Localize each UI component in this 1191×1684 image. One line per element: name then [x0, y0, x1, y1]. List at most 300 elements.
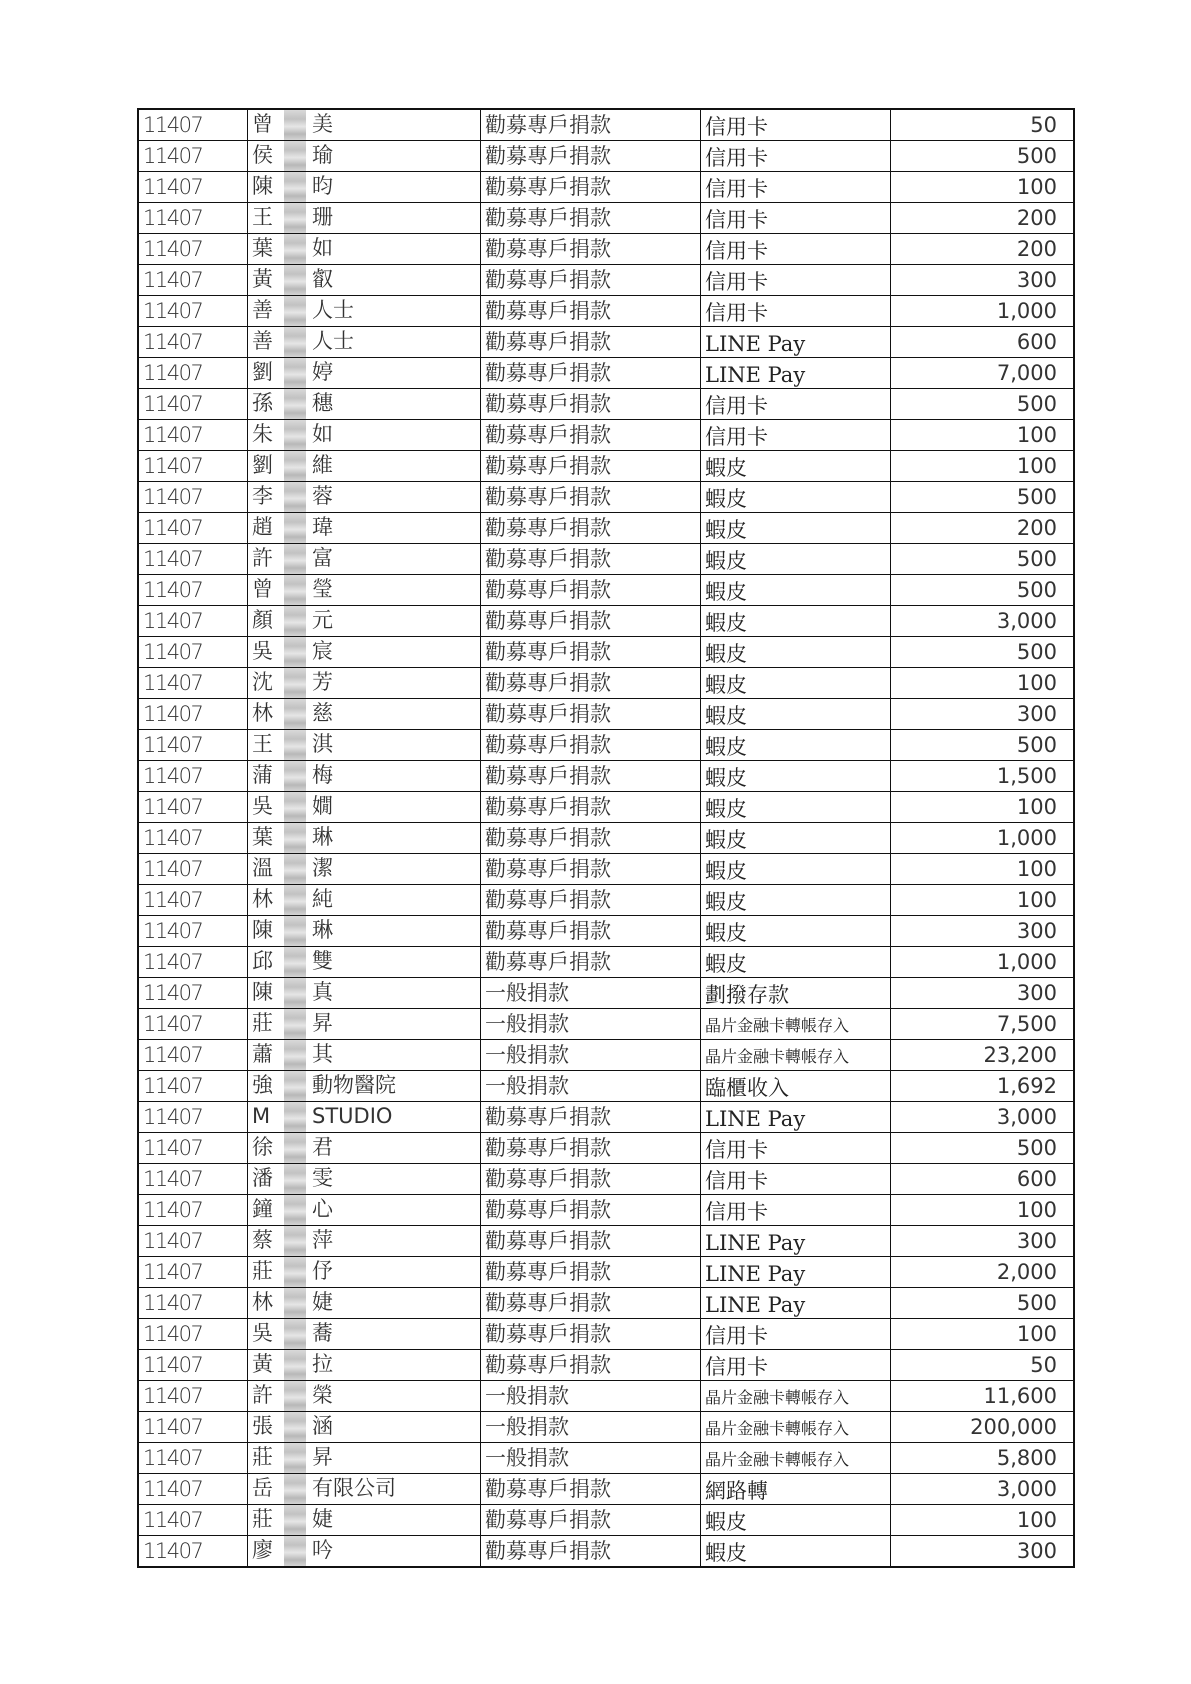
- donation-type-cell: 勸募專戶捐款: [481, 358, 701, 389]
- amount-cell: 600: [891, 1164, 1075, 1195]
- payment-method-cell: 信用卡: [701, 420, 891, 451]
- donation-type-cell: 勸募專戶捐款: [481, 420, 701, 451]
- period-cell: 11407: [138, 792, 248, 823]
- donor-name-cell: [248, 1319, 481, 1350]
- amount-cell: 300: [891, 916, 1075, 947]
- redaction-blur: [284, 327, 306, 357]
- payment-method-cell: LINE Pay: [701, 1226, 891, 1257]
- payment-method-cell: 蝦皮: [701, 947, 891, 978]
- donation-type-cell: 勸募專戶捐款: [481, 668, 701, 699]
- donor-name-first: 潘: [252, 1166, 273, 1190]
- donor-name-rest: 純: [312, 887, 333, 911]
- donor-name-rest: 人士: [312, 298, 354, 322]
- period-cell: 11407: [138, 234, 248, 265]
- payment-method-cell: LINE Pay: [701, 1102, 891, 1133]
- donor-name-cell: [248, 141, 481, 172]
- donation-type-cell: 勸募專戶捐款: [481, 761, 701, 792]
- redaction-blur: [284, 451, 306, 481]
- donor-name-first: 善: [252, 298, 273, 322]
- redaction-blur: [284, 606, 306, 636]
- donor-name-first: 孫: [252, 391, 273, 415]
- donor-name-rest: 蕎: [312, 1321, 333, 1345]
- redaction-blur: [284, 1040, 306, 1070]
- donor-name-cell: [248, 637, 481, 668]
- donor-name-rest: 心: [312, 1197, 333, 1221]
- period-cell: 11407: [138, 699, 248, 730]
- table-row: [138, 854, 1074, 885]
- donor-name-rest: 婕: [312, 1507, 333, 1531]
- amount-cell: 500: [891, 1288, 1075, 1319]
- period-cell: 11407: [138, 1412, 248, 1443]
- donation-type-cell: 一般捐款: [481, 1040, 701, 1071]
- payment-method-cell: 信用卡: [701, 109, 891, 141]
- donor-name-cell: [248, 1164, 481, 1195]
- redaction-blur: [284, 389, 306, 419]
- amount-cell: 300: [891, 978, 1075, 1009]
- donation-type-cell: 勸募專戶捐款: [481, 482, 701, 513]
- payment-method-cell: 信用卡: [701, 203, 891, 234]
- payment-method-cell: 信用卡: [701, 1164, 891, 1195]
- donor-name-rest: 元: [312, 608, 333, 632]
- table-row: [138, 1474, 1074, 1505]
- redaction-blur: [284, 420, 306, 450]
- period-cell: 11407: [138, 1288, 248, 1319]
- amount-cell: 500: [891, 730, 1075, 761]
- donor-name-rest: 婷: [312, 360, 333, 384]
- payment-method-cell: 蝦皮: [701, 792, 891, 823]
- donor-name-cell: [248, 1536, 481, 1568]
- donor-name-rest: 梅: [312, 763, 333, 787]
- redaction-blur: [284, 637, 306, 667]
- amount-cell: 300: [891, 265, 1075, 296]
- redaction-blur: [284, 544, 306, 574]
- redaction-blur: [284, 792, 306, 822]
- donor-name-first: 趙: [252, 515, 273, 539]
- donor-name-rest: 昇: [312, 1445, 333, 1469]
- payment-method-cell: 蝦皮: [701, 544, 891, 575]
- donor-name-cell: [248, 823, 481, 854]
- table-row: [138, 1133, 1074, 1164]
- donation-type-cell: 勸募專戶捐款: [481, 1505, 701, 1536]
- table-row: [138, 327, 1074, 358]
- donor-name-first: 朱: [252, 422, 273, 446]
- donor-name-rest: 穗: [312, 391, 333, 415]
- donor-name-cell: [248, 1040, 481, 1071]
- table-row: [138, 1102, 1074, 1133]
- table-row: [138, 1381, 1074, 1412]
- redaction-blur: [284, 265, 306, 295]
- payment-method-cell: 信用卡: [701, 389, 891, 420]
- donation-type-cell: 勸募專戶捐款: [481, 823, 701, 854]
- redaction-blur: [284, 575, 306, 605]
- donation-type-cell: 一般捐款: [481, 1412, 701, 1443]
- donor-name-rest: 琳: [312, 825, 333, 849]
- donation-type-cell: 勸募專戶捐款: [481, 234, 701, 265]
- table-row: [138, 420, 1074, 451]
- period-cell: 11407: [138, 389, 248, 420]
- donor-name-first: 葉: [252, 236, 273, 260]
- amount-cell: 500: [891, 389, 1075, 420]
- period-cell: 11407: [138, 916, 248, 947]
- table-row: [138, 544, 1074, 575]
- donor-name-cell: [248, 699, 481, 730]
- donor-name-rest: 美: [312, 112, 333, 136]
- period-cell: 11407: [138, 885, 248, 916]
- donor-name-first: 陳: [252, 174, 273, 198]
- donor-name-rest: 叡: [312, 267, 333, 291]
- period-cell: 11407: [138, 1257, 248, 1288]
- donor-name-rest: 瑋: [312, 515, 333, 539]
- redaction-blur: [284, 358, 306, 388]
- donor-name-cell: [248, 1133, 481, 1164]
- amount-cell: 300: [891, 1226, 1075, 1257]
- donor-name-cell: [248, 1474, 481, 1505]
- amount-cell: 200,000: [891, 1412, 1075, 1443]
- donor-name-first: 吳: [252, 639, 273, 663]
- donor-name-cell: [248, 172, 481, 203]
- amount-cell: 100: [891, 1505, 1075, 1536]
- payment-method-cell: 蝦皮: [701, 606, 891, 637]
- table-row: [138, 637, 1074, 668]
- donor-name-cell: [248, 1288, 481, 1319]
- table-row: [138, 1195, 1074, 1226]
- donation-type-cell: 勸募專戶捐款: [481, 885, 701, 916]
- donation-type-cell: 勸募專戶捐款: [481, 730, 701, 761]
- donation-type-cell: 勸募專戶捐款: [481, 1226, 701, 1257]
- donation-type-cell: 勸募專戶捐款: [481, 606, 701, 637]
- donation-type-cell: 勸募專戶捐款: [481, 792, 701, 823]
- redaction-blur: [284, 1102, 306, 1132]
- donor-name-first: 強: [252, 1073, 273, 1097]
- donor-name-cell: [248, 854, 481, 885]
- donor-name-rest: 君: [312, 1135, 333, 1159]
- donation-type-cell: 勸募專戶捐款: [481, 327, 701, 358]
- period-cell: 11407: [138, 637, 248, 668]
- payment-method-cell: 晶片金融卡轉帳存入: [701, 1381, 891, 1412]
- period-cell: 11407: [138, 513, 248, 544]
- redaction-blur: [284, 1133, 306, 1163]
- period-cell: 11407: [138, 1350, 248, 1381]
- donor-name-rest: 瑩: [312, 577, 333, 601]
- donor-name-first: 林: [252, 701, 273, 725]
- donor-name-rest: 如: [312, 236, 333, 260]
- donor-name-cell: [248, 1412, 481, 1443]
- amount-cell: 300: [891, 1536, 1075, 1568]
- donor-name-cell: [248, 1505, 481, 1536]
- table-row: [138, 668, 1074, 699]
- table-row: [138, 513, 1074, 544]
- period-cell: 11407: [138, 761, 248, 792]
- donor-name-cell: [248, 327, 481, 358]
- donor-name-first: 葉: [252, 825, 273, 849]
- table-row: [138, 730, 1074, 761]
- donor-name-first: 王: [252, 205, 273, 229]
- table-row: [138, 1164, 1074, 1195]
- period-cell: 11407: [138, 1474, 248, 1505]
- table-row: [138, 265, 1074, 296]
- donation-type-cell: 勸募專戶捐款: [481, 513, 701, 544]
- donation-type-cell: 一般捐款: [481, 1071, 701, 1102]
- redaction-blur: [284, 699, 306, 729]
- donor-name-rest: 如: [312, 422, 333, 446]
- donor-name-cell: [248, 1195, 481, 1226]
- redaction-blur: [284, 1071, 306, 1101]
- donor-name-rest: 涵: [312, 1414, 333, 1438]
- payment-method-cell: LINE Pay: [701, 1288, 891, 1319]
- donor-name-cell: [248, 513, 481, 544]
- donor-name-first: 廖: [252, 1538, 273, 1562]
- table-row: [138, 978, 1074, 1009]
- donation-type-cell: 勸募專戶捐款: [481, 1195, 701, 1226]
- amount-cell: 3,000: [891, 1474, 1075, 1505]
- redaction-blur: [284, 823, 306, 853]
- donor-name-cell: [248, 885, 481, 916]
- amount-cell: 50: [891, 1350, 1075, 1381]
- table-row: [138, 358, 1074, 389]
- donor-name-rest: 雙: [312, 949, 333, 973]
- amount-cell: 1,000: [891, 823, 1075, 854]
- donor-name-first: 林: [252, 887, 273, 911]
- donor-name-rest: 蓉: [312, 484, 333, 508]
- donor-name-rest: 潔: [312, 856, 333, 880]
- donation-type-cell: 勸募專戶捐款: [481, 1536, 701, 1568]
- donor-name-first: 黃: [252, 267, 273, 291]
- payment-method-cell: 蝦皮: [701, 761, 891, 792]
- redaction-blur: [284, 947, 306, 977]
- payment-method-cell: 信用卡: [701, 1133, 891, 1164]
- table-row: [138, 885, 1074, 916]
- donor-name-rest: 淇: [312, 732, 333, 756]
- redaction-blur: [284, 854, 306, 884]
- donor-name-first: 許: [252, 546, 273, 570]
- payment-method-cell: 蝦皮: [701, 1505, 891, 1536]
- period-cell: 11407: [138, 854, 248, 885]
- donor-name-rest: 瑜: [312, 143, 333, 167]
- donor-name-cell: [248, 109, 481, 141]
- donor-name-first: 曾: [252, 577, 273, 601]
- period-cell: 11407: [138, 947, 248, 978]
- donor-name-first: 蔡: [252, 1228, 273, 1252]
- period-cell: 11407: [138, 358, 248, 389]
- donation-type-cell: 勸募專戶捐款: [481, 854, 701, 885]
- payment-method-cell: 晶片金融卡轉帳存入: [701, 1009, 891, 1040]
- redaction-blur: [284, 1381, 306, 1411]
- donor-name-cell: [248, 1071, 481, 1102]
- payment-method-cell: 信用卡: [701, 1319, 891, 1350]
- redaction-blur: [284, 1474, 306, 1504]
- period-cell: 11407: [138, 668, 248, 699]
- amount-cell: 100: [891, 420, 1075, 451]
- donor-name-first: 李: [252, 484, 273, 508]
- table-row: [138, 1040, 1074, 1071]
- amount-cell: 100: [891, 885, 1075, 916]
- payment-method-cell: 蝦皮: [701, 823, 891, 854]
- payment-method-cell: 網路轉: [701, 1474, 891, 1505]
- table-row: [138, 823, 1074, 854]
- donation-type-cell: 勸募專戶捐款: [481, 947, 701, 978]
- table-row: [138, 296, 1074, 327]
- donor-name-first: 陳: [252, 980, 273, 1004]
- donation-type-cell: 一般捐款: [481, 1009, 701, 1040]
- payment-method-cell: 信用卡: [701, 172, 891, 203]
- redaction-blur: [284, 668, 306, 698]
- period-cell: 11407: [138, 544, 248, 575]
- donor-name-rest: 動物醫院: [312, 1073, 396, 1097]
- donation-type-cell: 勸募專戶捐款: [481, 296, 701, 327]
- period-cell: 11407: [138, 1102, 248, 1133]
- donor-name-first: 溫: [252, 856, 273, 880]
- payment-method-cell: LINE Pay: [701, 358, 891, 389]
- donor-name-cell: [248, 234, 481, 265]
- donor-name-rest: 宸: [312, 639, 333, 663]
- period-cell: 11407: [138, 1319, 248, 1350]
- amount-cell: 5,800: [891, 1443, 1075, 1474]
- amount-cell: 100: [891, 1195, 1075, 1226]
- donation-type-cell: 勸募專戶捐款: [481, 544, 701, 575]
- donor-name-first: 莊: [252, 1011, 273, 1035]
- donor-name-cell: [248, 761, 481, 792]
- donation-type-cell: 勸募專戶捐款: [481, 1288, 701, 1319]
- payment-method-cell: 信用卡: [701, 1195, 891, 1226]
- payment-method-cell: 蝦皮: [701, 885, 891, 916]
- table-row: [138, 947, 1074, 978]
- table-row: [138, 1319, 1074, 1350]
- redaction-blur: [284, 172, 306, 202]
- donor-name-first: 劉: [252, 453, 273, 477]
- amount-cell: 500: [891, 482, 1075, 513]
- donor-name-first: 邱: [252, 949, 273, 973]
- donation-table: [137, 108, 1075, 1568]
- period-cell: 11407: [138, 1164, 248, 1195]
- amount-cell: 300: [891, 699, 1075, 730]
- donor-name-first: 陳: [252, 918, 273, 942]
- period-cell: 11407: [138, 1133, 248, 1164]
- donation-type-cell: 一般捐款: [481, 978, 701, 1009]
- period-cell: 11407: [138, 978, 248, 1009]
- donor-name-cell: [248, 1257, 481, 1288]
- donation-type-cell: 勸募專戶捐款: [481, 699, 701, 730]
- donor-name-first: 岳: [252, 1476, 273, 1500]
- redaction-blur: [284, 1288, 306, 1318]
- amount-cell: 100: [891, 451, 1075, 482]
- table-row: [138, 761, 1074, 792]
- payment-method-cell: 信用卡: [701, 1350, 891, 1381]
- amount-cell: 1,000: [891, 296, 1075, 327]
- donor-name-rest: 雯: [312, 1166, 333, 1190]
- donation-table-body: [138, 109, 1074, 1567]
- donor-name-first: 莊: [252, 1507, 273, 1531]
- amount-cell: 200: [891, 203, 1075, 234]
- payment-method-cell: 臨櫃收入: [701, 1071, 891, 1102]
- payment-method-cell: 晶片金融卡轉帳存入: [701, 1412, 891, 1443]
- payment-method-cell: 信用卡: [701, 234, 891, 265]
- amount-cell: 1,692: [891, 1071, 1075, 1102]
- donor-name-cell: [248, 203, 481, 234]
- period-cell: 11407: [138, 606, 248, 637]
- period-cell: 11407: [138, 730, 248, 761]
- donation-type-cell: 勸募專戶捐款: [481, 916, 701, 947]
- donor-name-first: 林: [252, 1290, 273, 1314]
- donor-name-cell: [248, 1102, 481, 1133]
- donor-name-cell: [248, 668, 481, 699]
- donor-name-cell: [248, 606, 481, 637]
- donation-type-cell: 勸募專戶捐款: [481, 1319, 701, 1350]
- donation-type-cell: 勸募專戶捐款: [481, 389, 701, 420]
- donor-name-first: 顏: [252, 608, 273, 632]
- donation-type-cell: 勸募專戶捐款: [481, 141, 701, 172]
- redaction-blur: [284, 1195, 306, 1225]
- redaction-blur: [284, 296, 306, 326]
- donor-name-cell: [248, 482, 481, 513]
- period-cell: 11407: [138, 823, 248, 854]
- donor-name-first: 莊: [252, 1259, 273, 1283]
- amount-cell: 100: [891, 172, 1075, 203]
- redaction-blur: [284, 1412, 306, 1442]
- donor-name-first: 曾: [252, 112, 273, 136]
- donor-name-cell: [248, 265, 481, 296]
- payment-method-cell: 晶片金融卡轉帳存入: [701, 1040, 891, 1071]
- table-row: [138, 1505, 1074, 1536]
- donor-name-first: 善: [252, 329, 273, 353]
- redaction-blur: [284, 1009, 306, 1039]
- amount-cell: 500: [891, 1133, 1075, 1164]
- period-cell: 11407: [138, 1536, 248, 1568]
- redaction-blur: [284, 1536, 306, 1566]
- donor-name-first: 徐: [252, 1135, 273, 1159]
- period-cell: 11407: [138, 1040, 248, 1071]
- table-row: [138, 699, 1074, 730]
- redaction-blur: [284, 1443, 306, 1473]
- donor-name-first: 張: [252, 1414, 273, 1438]
- period-cell: 11407: [138, 1009, 248, 1040]
- payment-method-cell: LINE Pay: [701, 327, 891, 358]
- table-row: [138, 203, 1074, 234]
- amount-cell: 200: [891, 234, 1075, 265]
- redaction-blur: [284, 110, 306, 140]
- donation-type-cell: 勸募專戶捐款: [481, 451, 701, 482]
- amount-cell: 1,500: [891, 761, 1075, 792]
- table-row: [138, 451, 1074, 482]
- redaction-blur: [284, 1505, 306, 1535]
- period-cell: 11407: [138, 109, 248, 141]
- amount-cell: 7,500: [891, 1009, 1075, 1040]
- donor-name-rest: 富: [312, 546, 333, 570]
- payment-method-cell: 蝦皮: [701, 637, 891, 668]
- redaction-blur: [284, 1257, 306, 1287]
- period-cell: 11407: [138, 203, 248, 234]
- donation-type-cell: 勸募專戶捐款: [481, 265, 701, 296]
- redaction-blur: [284, 885, 306, 915]
- redaction-blur: [284, 978, 306, 1008]
- table-row: [138, 141, 1074, 172]
- amount-cell: 100: [891, 1319, 1075, 1350]
- table-row: [138, 1412, 1074, 1443]
- amount-cell: 500: [891, 637, 1075, 668]
- table-row: [138, 916, 1074, 947]
- period-cell: 11407: [138, 141, 248, 172]
- payment-method-cell: 信用卡: [701, 141, 891, 172]
- table-row: [138, 1071, 1074, 1102]
- payment-method-cell: 蝦皮: [701, 482, 891, 513]
- donor-name-rest: 昇: [312, 1011, 333, 1035]
- period-cell: 11407: [138, 451, 248, 482]
- donor-name-rest: 珊: [312, 205, 333, 229]
- donor-name-cell: [248, 792, 481, 823]
- redaction-blur: [284, 730, 306, 760]
- donation-type-cell: 勸募專戶捐款: [481, 1257, 701, 1288]
- table-row: [138, 234, 1074, 265]
- donor-name-rest: 琳: [312, 918, 333, 942]
